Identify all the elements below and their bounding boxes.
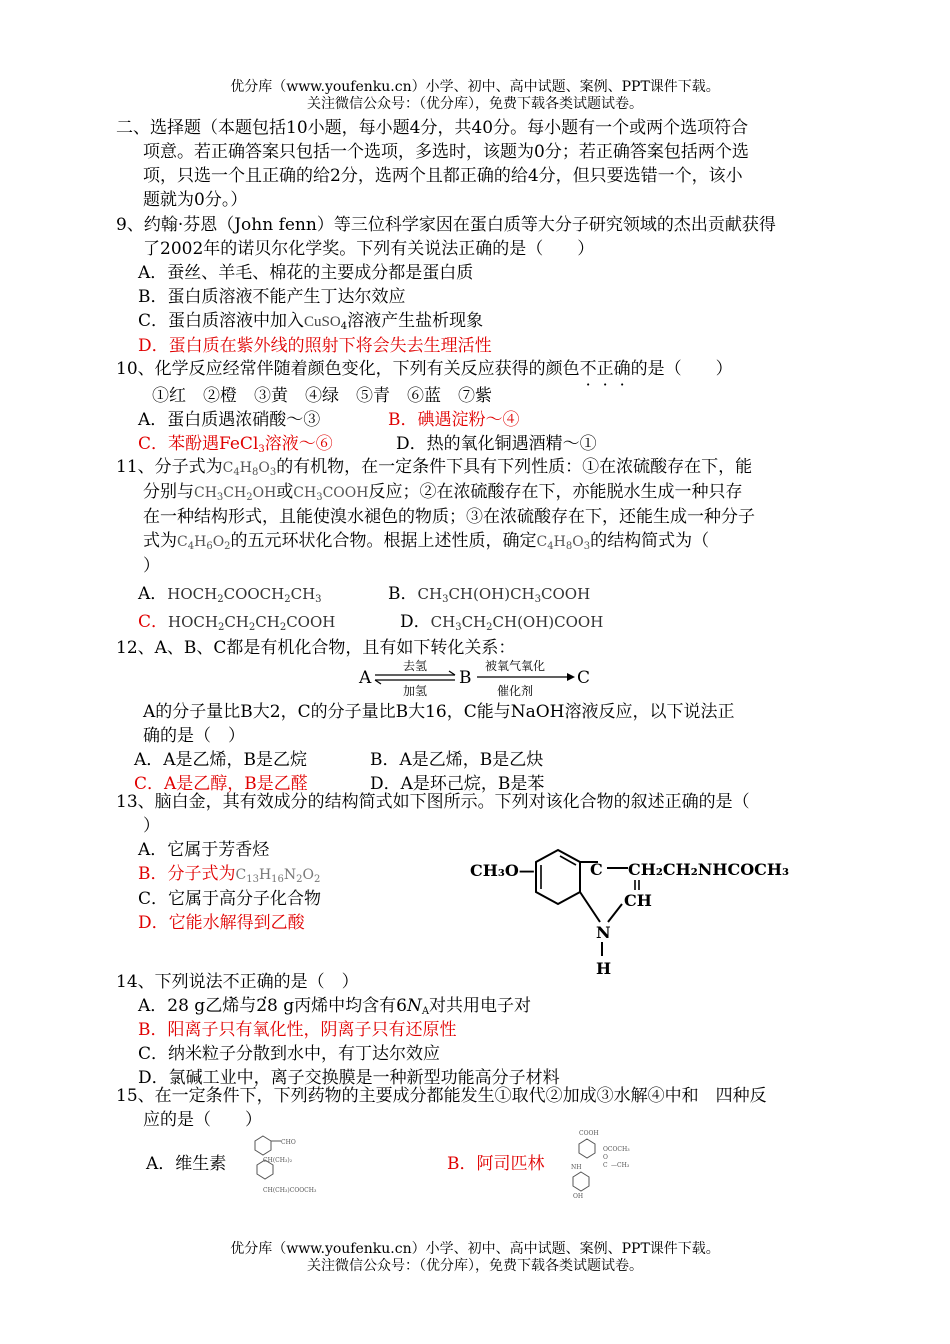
q15-molecule-b <box>567 1127 677 1199</box>
footer-line-2: 关注微信公众号：（优分库），免费下载各类试题试卷。 <box>307 1258 643 1274</box>
q14-stem: 14、下列说法不正确的是（ ） <box>116 972 359 992</box>
q13-stem-1: 13、脑白金，其有效成分的结构简式如下图所示。下列对该化合物的叙述正确的是（ <box>116 792 750 812</box>
q11-option-b: B．$CH_3CH(OH)CH_3COOH$ <box>388 584 591 605</box>
q14-option-d: D．氯碱工业中，离子交换膜是一种新型功能高分子材料 <box>138 1068 560 1088</box>
scheme-a: A <box>359 668 372 688</box>
q11-stem-5: ） <box>143 556 160 576</box>
question-10 <box>116 357 733 456</box>
svg-text:CH(CH₃)COOCH₃: CH(CH₃)COOCH₃ <box>263 1187 317 1194</box>
svg-text:C: C <box>603 1162 608 1169</box>
q10-option-b: B．碘遇淀粉～④ <box>388 410 520 430</box>
svg-text:O: O <box>603 1154 608 1161</box>
q9-option-d: D．蛋白质在紫外线的照射下将会失去生理活性 <box>138 336 492 356</box>
scheme-b: B <box>459 668 472 688</box>
q10-stem: 10、化学反应经常伴随着颜色变化，下列有关反应获得的颜色不正确的是（ ） <box>116 359 733 379</box>
section-line-1: 二、选择题（本题包括10小题，每小题4分，共40分。每小题有一个或两个选项符合 <box>116 118 749 138</box>
scheme-bottom2: 催化剂 <box>497 684 534 698</box>
q11-stem-1: 11、分子式为$C_4H_8O_3$的有机物，在一定条件下具有下列性质：①在浓硫酸存在下，能 <box>116 457 753 478</box>
page-footer <box>0 1241 950 1275</box>
q11-stem-2: 分别与$CH_3CH_2OH$或$CH_3COOH$反应；②在浓硫酸存在下，亦能脱水生成一种只存 <box>143 482 743 503</box>
q10-options-cd <box>116 432 733 456</box>
question-14 <box>116 970 560 1090</box>
q10-option-a: A．蛋白质遇浓硝酸～③ <box>138 410 321 430</box>
q11-option-d: D．$CH_3CH_2CH(OH)COOH$ <box>400 612 604 633</box>
q11-options-cd <box>116 610 755 634</box>
q15-stem-2: 应的是（ ） <box>143 1110 262 1130</box>
q12-options-ab <box>116 748 735 772</box>
scheme-c: C <box>577 668 591 688</box>
q11-stem-4: 式为$C_4H_6O_2$的五元环状化合物。根据上述性质，确定$C_4H_8O_3$的结构简式为（ <box>143 531 710 552</box>
q9-option-c: C．蛋白质溶液中加入CuSO$_4$溶液产生盐析现象 <box>138 311 484 332</box>
q11-option-a: A．$HOCH_2COOCH_2CH_3$ <box>138 584 322 605</box>
q11-options-ab <box>116 582 755 606</box>
svg-text:CH: CH <box>624 891 652 910</box>
q12-stem-2: A的分子量比B大2，C的分子量比B大16，C能与NaOH溶液反应，以下说法正 <box>143 702 735 722</box>
q13-option-b: B．分子式为$C_{13}H_{16}N_2O_2$ <box>138 864 321 885</box>
svg-text:COOH: COOH <box>579 1130 599 1137</box>
q12-stem-3: 确的是（ ） <box>143 726 245 746</box>
question-12-body <box>116 700 735 796</box>
svg-text:OH: OH <box>573 1193 584 1199</box>
q13-option-d: D．它能水解得到乙酸 <box>138 913 305 933</box>
page-header <box>0 79 950 113</box>
svg-text:CH₃O—: CH₃O— <box>470 861 535 880</box>
q12-option-c: C．A是乙醇，B是乙醛 <box>134 774 308 794</box>
question-15 <box>116 1084 767 1132</box>
section-line-2: 项意。若正确答案只包括一个选项，多选时，该题为0分；若正确答案包括两个选 <box>143 142 749 162</box>
q14-option-c: C．纳米粒子分散到水中，有丁达尔效应 <box>138 1044 441 1064</box>
melatonin-structure <box>470 840 790 982</box>
q15-option-a: A．维生素 <box>146 1154 227 1174</box>
svg-text:H: H <box>596 959 612 978</box>
header-line-2: 关注微信公众号：（优分库），免费下载各类试题试卷。 <box>307 96 643 112</box>
section-line-4: 题就为0分。） <box>143 190 248 210</box>
section-instructions <box>116 116 749 212</box>
scheme-bottom1: 加氢 <box>403 684 428 698</box>
q12-option-b: B．A是乙烯，B是乙炔 <box>370 750 544 770</box>
q9-stem-1: 9、约翰·芬恩（John fenn）等三位科学家因在蛋白质等大分子研究领域的杰出贡献获得 <box>116 215 776 235</box>
svg-text:OCOCH₃: OCOCH₃ <box>603 1146 630 1153</box>
svg-text:NH: NH <box>571 1164 582 1171</box>
q15-molecule-a <box>243 1132 333 1196</box>
q12-option-d: D．A是环己烷，B是苯 <box>370 774 545 794</box>
q13-option-a: A．它属于芳香烃 <box>138 840 270 860</box>
svg-text:—CH₃: —CH₃ <box>611 1162 630 1169</box>
svg-text:CH(CH₃)₂: CH(CH₃)₂ <box>263 1157 293 1164</box>
q10-options-ab <box>116 408 733 432</box>
header-line-1: 优分库（www.youfenku.cn）小学、初中、高中试题、案例、PPT课件下载。 <box>230 79 720 95</box>
q9-option-a: A．蚕丝、羊毛、棉花的主要成分都是蛋白质 <box>138 263 474 283</box>
question-11 <box>116 455 755 634</box>
q15-stem-1: 15、在一定条件下，下列药物的主要成分都能发生①取代②加成③水解④中和 四种反 <box>116 1086 767 1106</box>
svg-text:CHO: CHO <box>281 1139 296 1146</box>
question-9 <box>116 213 776 358</box>
q14-option-a: A．28 g乙烯与28 g丙烯中均含有$6N_A$对共用电子对 <box>138 996 532 1017</box>
svg-text:N: N <box>596 923 611 942</box>
q14-option-b: B．阳离子只有氧化性，阴离子只有还原性 <box>138 1020 457 1040</box>
q10-option-d: D．热的氧化铜遇酒精～① <box>396 434 597 454</box>
svg-text:CH₂CH₂NHCOCH₃: CH₂CH₂NHCOCH₃ <box>628 860 789 879</box>
q12-option-a: A．A是乙烯，B是乙烷 <box>134 750 308 770</box>
q12-reaction-scheme <box>355 657 595 699</box>
q13-option-c: C．它属于高分子化合物 <box>138 889 322 909</box>
q11-option-c: C．$HOCH_2CH_2CH_2COOH$ <box>138 612 336 633</box>
scheme-top1: 去氢 <box>403 659 428 673</box>
footer-line-1: 优分库（www.youfenku.cn）小学、初中、高中试题、案例、PPT课件下载。 <box>230 1241 720 1257</box>
q13-stem-2: ） <box>143 816 160 836</box>
q11-stem-3: 在一种结构形式，且能使溴水褪色的物质；③在浓硫酸存在下，还能生成一种分子 <box>143 507 755 527</box>
q9-stem-2: 了2002年的诺贝尔化学奖。下列有关说法正确的是（ ） <box>143 239 595 259</box>
q10-option-c: C．苯酚遇FeCl$_3$溶液～⑥ <box>138 434 333 455</box>
q12-stem-1: 12、A、B、C都是有机化合物，且有如下转化关系： <box>116 638 516 658</box>
scheme-top2: 被氧气氧化 <box>485 659 546 673</box>
q9-option-b: B．蛋白质溶液不能产生丁达尔效应 <box>138 287 406 307</box>
q10-color-list: ①红 ②橙 ③黄 ④绿 ⑤青 ⑥蓝 ⑦紫 <box>152 386 492 406</box>
section-line-3: 项，只选一个且正确的给2分，选两个且都正确的给4分，但只要选错一个，该小 <box>143 166 743 186</box>
q15-option-b: B．阿司匹林 <box>447 1154 545 1174</box>
svg-text:C: C <box>590 860 603 879</box>
